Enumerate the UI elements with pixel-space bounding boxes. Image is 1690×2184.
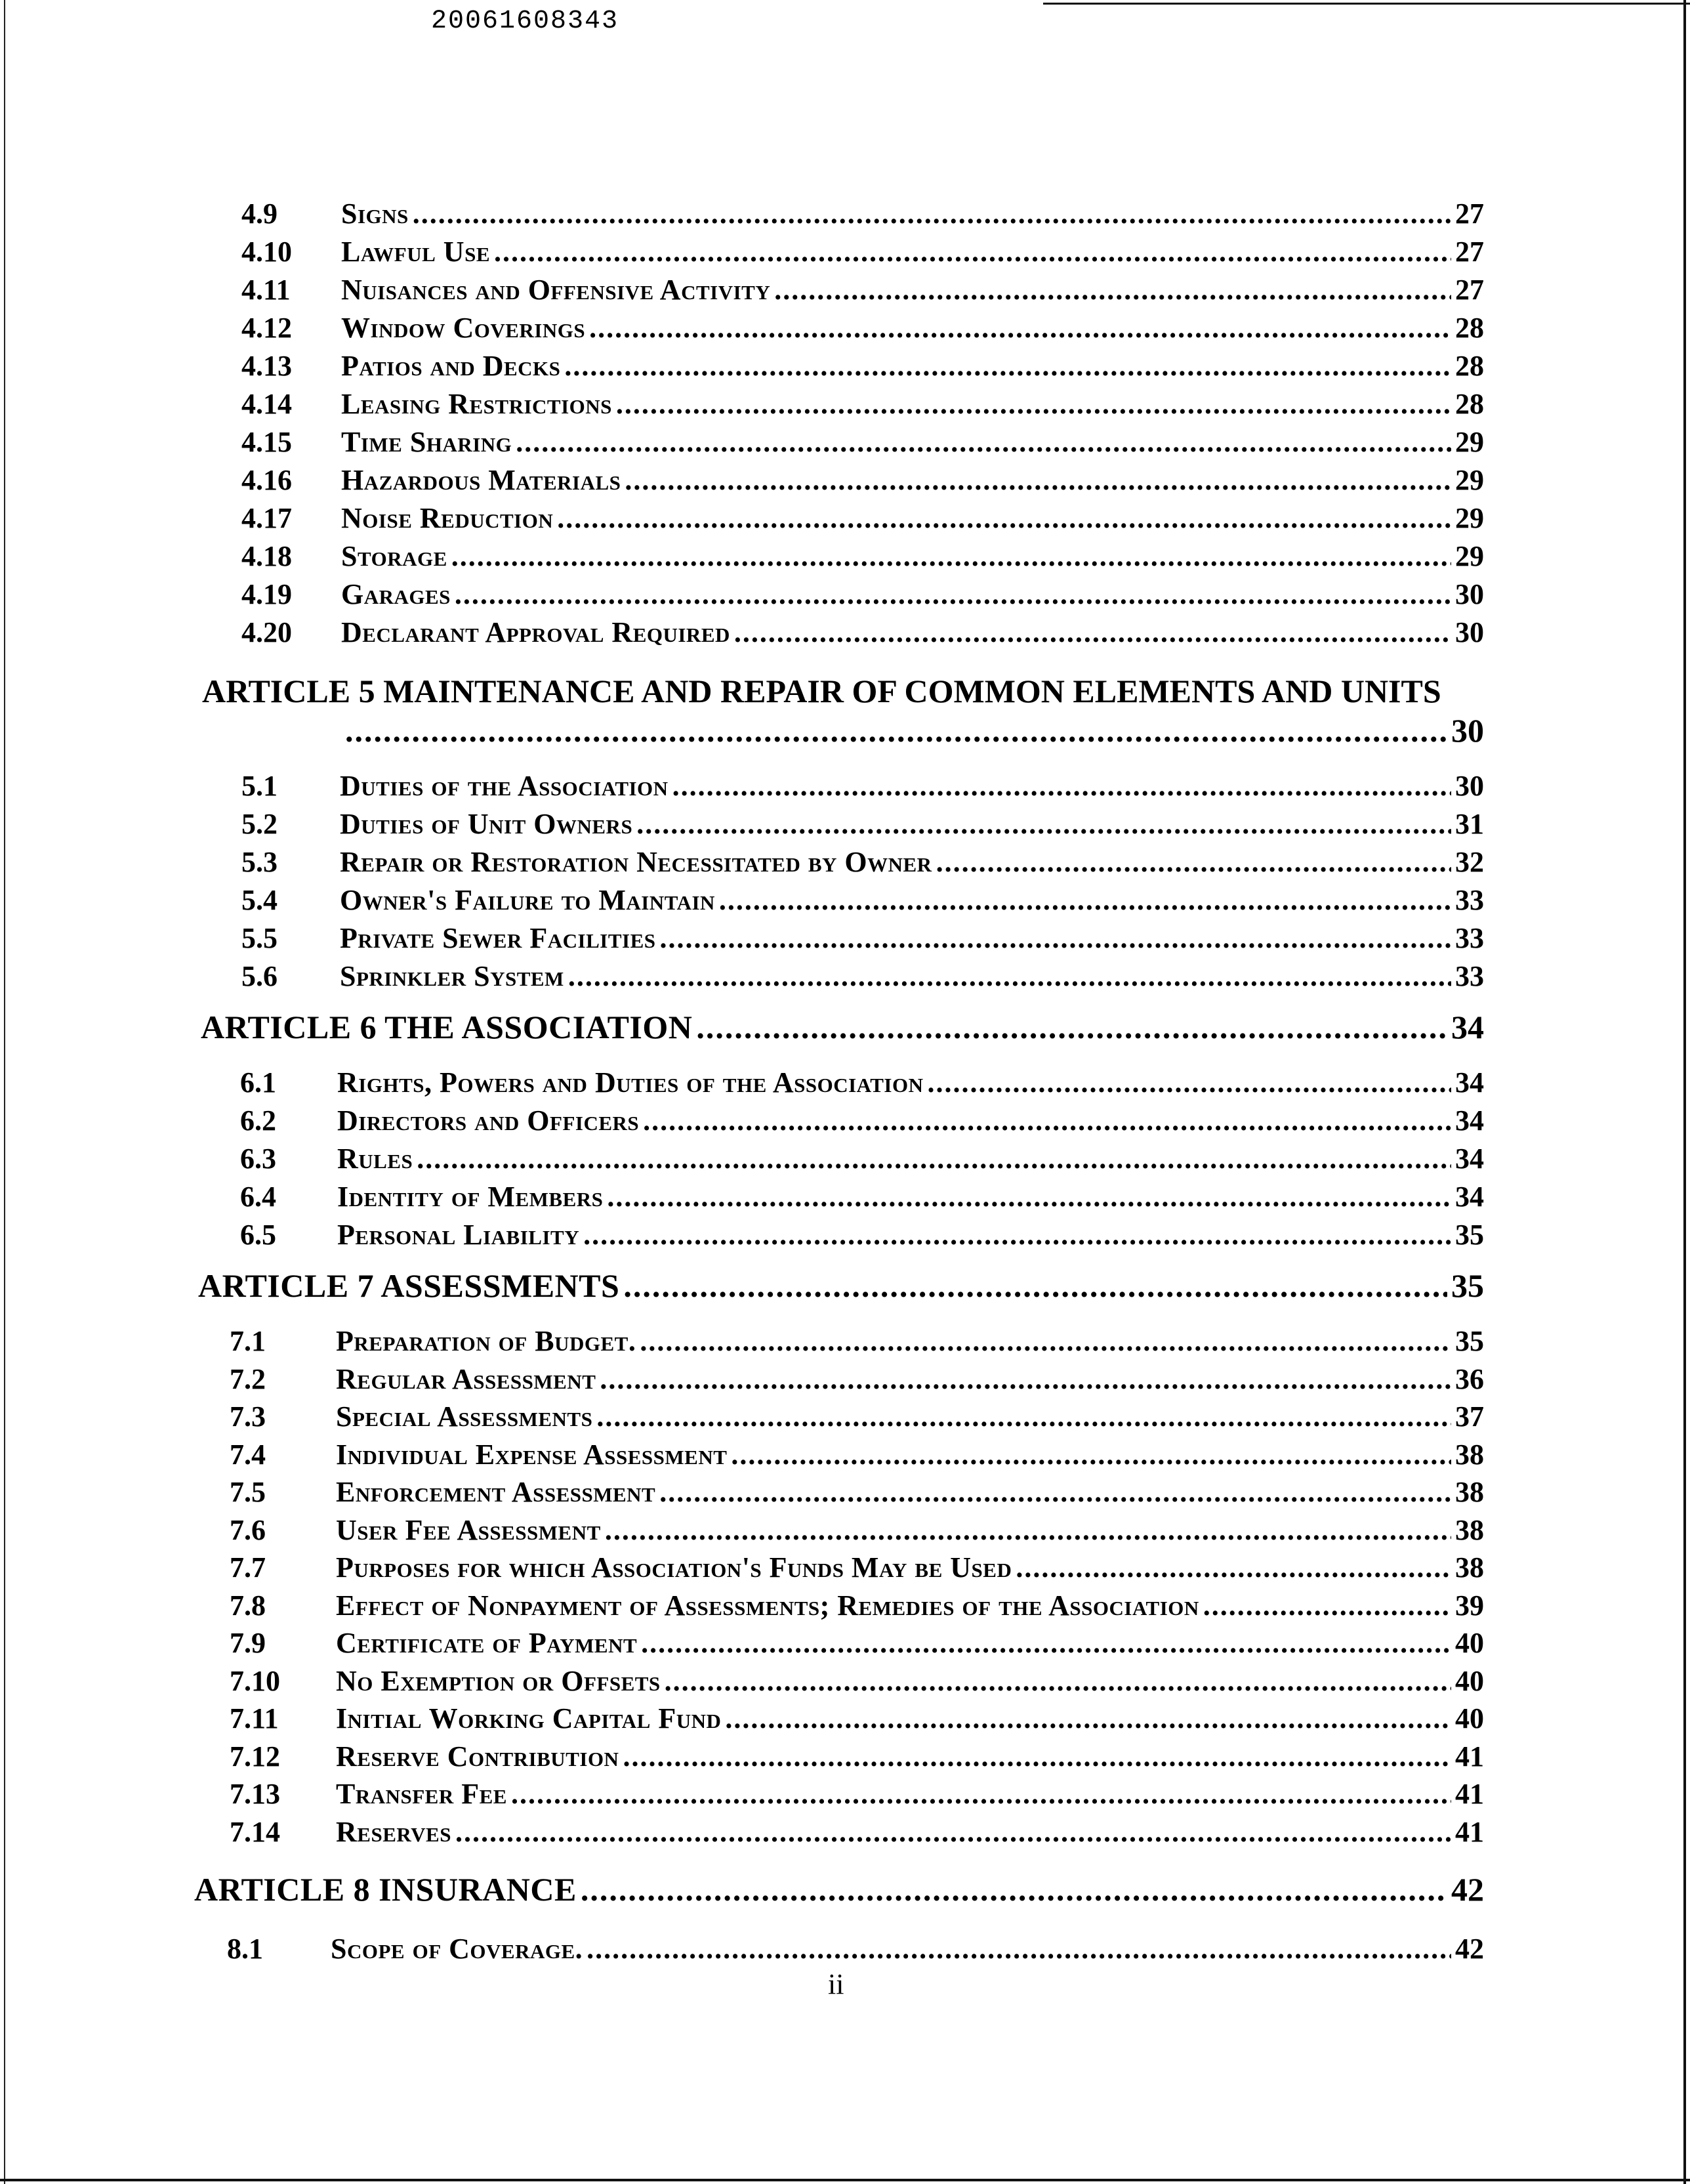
page-reference: 39 bbox=[1455, 1589, 1484, 1622]
toc-entry[interactable]: 6.5 Personal Liability ..... 35 bbox=[240, 1218, 1484, 1256]
toc-article-entry[interactable] bbox=[194, 1870, 1484, 1908]
page-reference: 33 bbox=[1455, 922, 1484, 954]
page-reference: 29 bbox=[1455, 426, 1484, 458]
dot-leader bbox=[665, 1664, 1451, 1698]
article-title[interactable]: ARTICLE 5 MAINTENANCE AND REPAIR OF COMMON ELEMENTS AND UNITS bbox=[202, 673, 1441, 709]
dot-leader bbox=[936, 845, 1451, 879]
toc-entry[interactable]: 7.12 Reserve Contribution ..... 41 bbox=[230, 1740, 1484, 1778]
toc-entry[interactable]: 5.4 Owner's Failure to Maintain ..... 33 bbox=[241, 883, 1484, 921]
toc-entry[interactable]: 5.6 Sprinkler System ..... 33 bbox=[241, 959, 1484, 998]
dot-leader bbox=[696, 1008, 1447, 1046]
toc-entry[interactable]: 5.1 Duties of the Association ..... 30 bbox=[241, 769, 1484, 807]
page-reference: 41 bbox=[1455, 1740, 1484, 1773]
section-title: Purposes for which Association's Funds May be Used bbox=[336, 1551, 1012, 1584]
section-title: Individual Expense Assessment bbox=[336, 1438, 728, 1471]
dot-leader bbox=[417, 1142, 1451, 1175]
page-reference: 32 bbox=[1455, 846, 1484, 878]
page-reference: 34 bbox=[1455, 1066, 1484, 1099]
page-reference: 33 bbox=[1455, 960, 1484, 992]
page-reference: 28 bbox=[1455, 388, 1484, 420]
dot-leader bbox=[1016, 1551, 1451, 1584]
dot-leader bbox=[600, 1362, 1451, 1396]
dot-leader bbox=[451, 539, 1451, 573]
section-title: Duties of the Association bbox=[340, 770, 669, 802]
section-title: Owner's Failure to Maintain bbox=[340, 884, 715, 916]
page-reference: 27 bbox=[1455, 198, 1484, 230]
scan-border-bottom bbox=[0, 2179, 1690, 2181]
page-reference: 30 bbox=[1451, 712, 1484, 749]
page-number: ii bbox=[828, 1968, 844, 2000]
toc-entry[interactable]: 4.12 Window Coverings ..... 28 bbox=[241, 311, 1484, 349]
page-reference: 38 bbox=[1455, 1513, 1484, 1546]
dot-leader bbox=[345, 711, 1447, 749]
dot-leader bbox=[564, 349, 1451, 383]
page-reference: 41 bbox=[1455, 1778, 1484, 1810]
page-reference: 34 bbox=[1451, 1009, 1484, 1045]
page-reference: 35 bbox=[1455, 1325, 1484, 1357]
dot-leader bbox=[659, 1475, 1451, 1509]
toc-entry[interactable]: 8.1 Scope of Coverage. ..... 42 bbox=[227, 1932, 1484, 1970]
toc-entry[interactable]: 4.14 Leasing Restrictions ..... 28 bbox=[241, 387, 1484, 425]
page-reference: 36 bbox=[1455, 1362, 1484, 1395]
page-reference: 29 bbox=[1455, 464, 1484, 496]
toc-entry[interactable]: 5.3 Repair or Restoration Necessitated by Owner ..... 32 bbox=[241, 845, 1484, 883]
toc-entry[interactable]: 7.14 Reserves ..... 41 bbox=[230, 1815, 1484, 1853]
toc-entry[interactable]: 7.3 Special Assessments ..... 37 bbox=[230, 1400, 1484, 1438]
toc-entry[interactable]: 5.5 Private Sewer Facilities ..... 33 bbox=[241, 921, 1484, 959]
section-title: Repair or Restoration Necessitated by Owner bbox=[340, 846, 932, 878]
dot-leader bbox=[672, 769, 1451, 803]
page-reference: 35 bbox=[1451, 1267, 1484, 1304]
page-reference: 37 bbox=[1455, 1400, 1484, 1433]
page-reference: 31 bbox=[1455, 808, 1484, 840]
section-title: Signs bbox=[341, 198, 409, 230]
toc-article-entry[interactable] bbox=[201, 1008, 1484, 1046]
page-reference: 34 bbox=[1455, 1104, 1484, 1137]
toc-entry[interactable]: 7.2 Regular Assessment ..... 36 bbox=[230, 1362, 1484, 1400]
toc-entry[interactable]: 7.13 Transfer Fee ..... 41 bbox=[230, 1777, 1484, 1815]
toc-entry[interactable]: 7.4 Individual Expense Assessment ..... 38 bbox=[230, 1438, 1484, 1476]
dot-leader bbox=[413, 197, 1451, 230]
scan-border-top bbox=[1043, 3, 1690, 5]
dot-leader bbox=[731, 1438, 1451, 1471]
section-title: Declarant Approval Required bbox=[341, 616, 730, 648]
page-reference: 42 bbox=[1455, 1933, 1484, 1965]
section-title: Time Sharing bbox=[341, 426, 512, 458]
section-title: Garages bbox=[341, 578, 451, 610]
scan-border-left bbox=[4, 0, 5, 2184]
section-title: Sprinkler System bbox=[340, 960, 564, 992]
section-title: Transfer Fee bbox=[336, 1778, 507, 1810]
section-title: Duties of Unit Owners bbox=[340, 808, 633, 840]
dot-leader bbox=[568, 959, 1451, 993]
toc-entry[interactable]: 7.10 No Exemption or Offsets ..... 40 bbox=[230, 1664, 1484, 1702]
dot-leader bbox=[494, 235, 1451, 268]
page-reference: 27 bbox=[1455, 236, 1484, 268]
toc-entry[interactable]: 7.8 Effect of Nonpayment of Assessments; Remedies of the Association ..... 39 bbox=[230, 1589, 1484, 1627]
section-title: Special Assessments bbox=[336, 1400, 593, 1433]
toc-entry[interactable]: 6.2 Directors and Officers ..... 34 bbox=[240, 1104, 1484, 1142]
page-reference: 28 bbox=[1455, 312, 1484, 344]
page-reference: 38 bbox=[1455, 1476, 1484, 1508]
section-title: Certificate of Payment bbox=[336, 1627, 638, 1659]
section-title: Preparation of Budget. bbox=[336, 1325, 636, 1357]
page-reference: 30 bbox=[1455, 578, 1484, 610]
page-reference: 34 bbox=[1455, 1143, 1484, 1175]
page-reference: 28 bbox=[1455, 350, 1484, 382]
dot-leader bbox=[625, 463, 1451, 497]
page-reference: 38 bbox=[1455, 1551, 1484, 1584]
toc-entry[interactable]: 4.11 Nuisances and Offensive Activity ..... 27 bbox=[241, 273, 1484, 311]
page-reference: 42 bbox=[1451, 1871, 1484, 1908]
section-title: Reserves bbox=[336, 1815, 451, 1848]
dot-leader bbox=[623, 1267, 1447, 1305]
dot-leader bbox=[607, 1180, 1451, 1213]
dot-leader bbox=[589, 311, 1451, 345]
section-title: Directors and Officers bbox=[337, 1104, 640, 1137]
dot-leader bbox=[719, 883, 1451, 917]
page-reference: 38 bbox=[1455, 1438, 1484, 1471]
section-title: Rights, Powers and Duties of the Association bbox=[337, 1066, 924, 1099]
section-title: Initial Working Capital Fund bbox=[336, 1702, 722, 1734]
toc-entry[interactable]: 4.20 Declarant Approval Required ..... 30 bbox=[241, 616, 1484, 654]
toc-entry[interactable]: 4.16 Hazardous Materials ..... 29 bbox=[241, 463, 1484, 501]
dot-leader bbox=[774, 273, 1451, 306]
section-title: Private Sewer Facilities bbox=[340, 922, 656, 954]
section-title: User Fee Assessment bbox=[336, 1513, 601, 1546]
toc-entry[interactable]: 4.13 Patios and Decks ..... 28 bbox=[241, 349, 1484, 387]
page-reference: 30 bbox=[1455, 770, 1484, 802]
dot-leader bbox=[616, 387, 1451, 421]
dot-leader bbox=[636, 807, 1451, 841]
article-title: ARTICLE 6 THE ASSOCIATION bbox=[201, 1009, 693, 1045]
dot-leader bbox=[511, 1777, 1451, 1811]
dot-leader bbox=[596, 1400, 1451, 1433]
dot-leader bbox=[587, 1932, 1451, 1965]
toc-entry[interactable]: 7.5 Enforcement Assessment ..... 38 bbox=[230, 1475, 1484, 1513]
page-reference: 40 bbox=[1455, 1702, 1484, 1734]
section-title: Storage bbox=[341, 540, 447, 572]
toc-entry[interactable]: 7.1 Preparation of Budget. ..... 35 bbox=[230, 1324, 1484, 1362]
page-reference: 40 bbox=[1455, 1627, 1484, 1659]
page-reference: 40 bbox=[1455, 1664, 1484, 1697]
page-reference: 41 bbox=[1455, 1815, 1484, 1848]
toc-entry[interactable]: 7.7 Purposes for which Association's Funds May be Used ..... 38 bbox=[230, 1551, 1484, 1589]
section-title: Reserve Contribution bbox=[336, 1740, 619, 1773]
page-reference: 34 bbox=[1455, 1181, 1484, 1213]
dot-leader bbox=[455, 1815, 1451, 1849]
dot-leader bbox=[455, 578, 1451, 611]
toc-entry[interactable]: 7.9 Certificate of Payment ..... 40 bbox=[230, 1626, 1484, 1664]
dot-leader bbox=[583, 1218, 1451, 1251]
dot-leader bbox=[1203, 1589, 1451, 1622]
section-title: Noise Reduction bbox=[341, 502, 554, 534]
page-reference: 29 bbox=[1455, 502, 1484, 534]
section-title: Lawful Use bbox=[341, 236, 490, 268]
section-title: Identity of Members bbox=[337, 1181, 604, 1213]
page-reference: 30 bbox=[1455, 616, 1484, 648]
page-reference: 29 bbox=[1455, 540, 1484, 572]
section-title: Hazardous Materials bbox=[341, 464, 621, 496]
dot-leader bbox=[725, 1702, 1451, 1735]
toc-entry[interactable]: 4.19 Garages ..... 30 bbox=[241, 578, 1484, 616]
dot-leader bbox=[734, 616, 1451, 649]
dot-leader bbox=[623, 1740, 1451, 1773]
page-reference: 35 bbox=[1455, 1219, 1484, 1251]
section-title: Leasing Restrictions bbox=[341, 388, 612, 420]
scan-border-right bbox=[1683, 0, 1686, 2184]
dot-leader bbox=[643, 1104, 1451, 1137]
dot-leader bbox=[640, 1324, 1451, 1358]
section-title: No Exemption or Offsets bbox=[336, 1664, 661, 1697]
toc-entry[interactable]: 6.1 Rights, Powers and Duties of the Association ..... 34 bbox=[240, 1066, 1484, 1104]
section-title: Window Coverings bbox=[341, 312, 586, 344]
article-title: ARTICLE 8 INSURANCE bbox=[194, 1871, 577, 1908]
dot-leader bbox=[928, 1066, 1452, 1099]
toc-entry[interactable]: 4.15 Time Sharing ..... 29 bbox=[241, 425, 1484, 463]
dot-leader bbox=[581, 1870, 1447, 1908]
toc-article-entry[interactable] bbox=[341, 711, 1484, 749]
document-id: 20061608343 bbox=[430, 7, 619, 36]
section-title: Nuisances and Offensive Activity bbox=[341, 274, 771, 306]
section-title: Personal Liability bbox=[337, 1219, 580, 1251]
article-title: ARTICLE 7 ASSESSMENTS bbox=[198, 1267, 620, 1304]
toc-entry[interactable]: 5.2 Duties of Unit Owners ..... 31 bbox=[241, 807, 1484, 845]
dot-leader bbox=[641, 1626, 1451, 1660]
dot-leader bbox=[516, 425, 1451, 459]
toc-entry[interactable]: 4.9 Signs ..... 27 bbox=[241, 197, 1484, 235]
toc-article-entry[interactable] bbox=[198, 1267, 1484, 1305]
toc-entry[interactable]: 4.17 Noise Reduction ..... 29 bbox=[241, 501, 1484, 539]
toc-entry[interactable]: 7.11 Initial Working Capital Fund ..... 40 bbox=[230, 1702, 1484, 1740]
dot-leader bbox=[557, 501, 1451, 535]
section-title: Enforcement Assessment bbox=[336, 1476, 656, 1508]
toc-entry[interactable]: 4.18 Storage ..... 29 bbox=[241, 539, 1484, 578]
section-title: Rules bbox=[337, 1143, 413, 1175]
page-reference: 33 bbox=[1455, 884, 1484, 916]
page-reference: 27 bbox=[1455, 274, 1484, 306]
toc-entry[interactable]: 6.4 Identity of Members ..... 34 bbox=[240, 1180, 1484, 1218]
toc-entry[interactable]: 7.6 User Fee Assessment ..... 38 bbox=[230, 1513, 1484, 1551]
toc-entry[interactable]: 4.10 Lawful Use ..... 27 bbox=[241, 235, 1484, 273]
section-title: Effect of Nonpayment of Assessments; Remedies of the Association bbox=[336, 1589, 1199, 1622]
dot-leader bbox=[605, 1513, 1451, 1547]
section-title: Scope of Coverage. bbox=[331, 1933, 583, 1965]
dot-leader bbox=[660, 921, 1452, 955]
section-title: Regular Assessment bbox=[336, 1362, 596, 1395]
toc-entry[interactable]: 6.3 Rules ..... 34 bbox=[240, 1142, 1484, 1180]
section-title: Patios and Decks bbox=[341, 350, 561, 382]
